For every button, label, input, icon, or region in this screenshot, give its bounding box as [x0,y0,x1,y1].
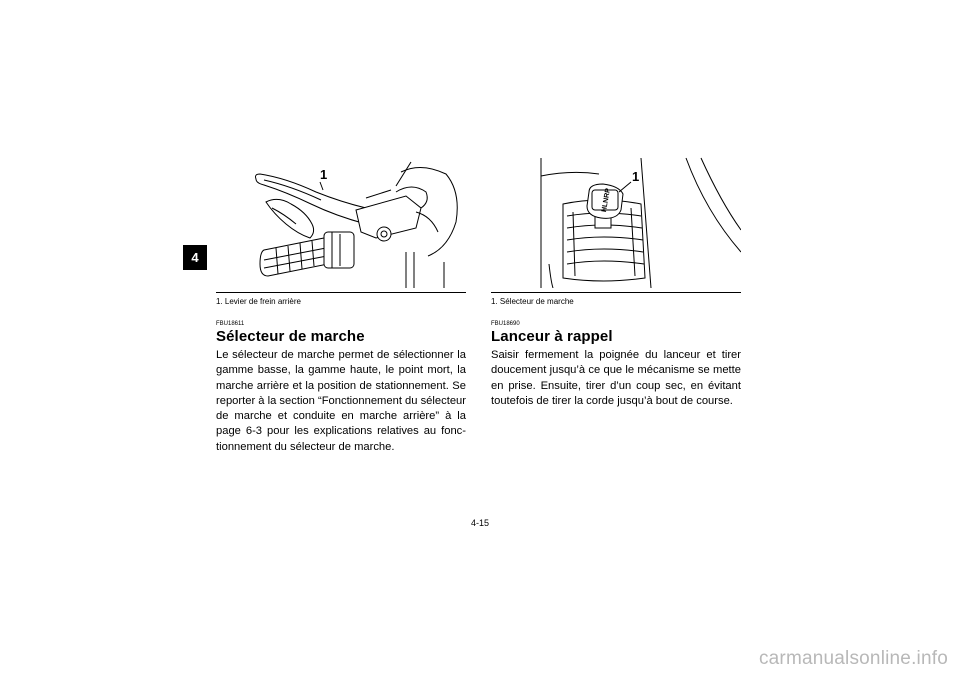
caption-rule [491,292,741,293]
caption-rule [216,292,466,293]
figure-callout-number: 1 [320,167,328,182]
page-number: 4-15 [470,518,489,528]
left-column [216,152,466,455]
section-code: FBU18611 [216,321,245,327]
figure-caption: 1. Sélecteur de marche [491,297,574,306]
watermark: carmanualsonline.info [758,648,948,669]
shift-lever-figure [491,152,741,288]
figure-caption: 1. Levier de frein arrière [216,297,301,306]
section-body: Saisir fermement la poignée du lanceur et tirer doucement jusqu’à ce que le mécanisme se mette en prise. Ensuite, tirer d’un coup sec, en évitant toutefois de tirer la corde jusqu’à bout de course. [491,349,741,407]
brake-lever-illustration [216,152,466,288]
section-heading: Sélecteur de marche [216,328,365,345]
shift-lever-illustration [491,152,741,288]
brake-lever-figure [216,152,466,288]
figure-callout-number: 1 [632,169,640,184]
right-column [491,152,741,409]
section-body: Le sélecteur de marche permet de sélectionner la gamme basse, la gamme haute, le point mort, la marche arrière et la position de stationnement. Se reporter à la section “Fonctionnement du sélecteur de marche et conduite en marche arrière” à la page 6-3 pour les explications relatives au fonc-tionnement du sélecteur de marche. [216,349,466,453]
section-heading: Lanceur à rappel [491,328,613,345]
section-code: FBU18690 [491,321,520,327]
shift-knob-pattern: HLNRP [600,187,613,213]
chapter-tab: 4 [183,245,207,270]
